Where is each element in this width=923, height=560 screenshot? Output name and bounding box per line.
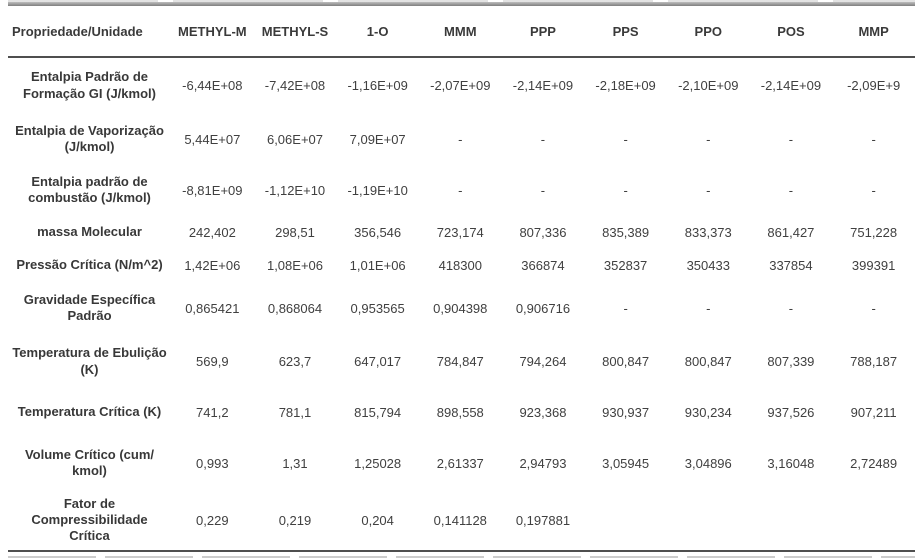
value-cell: -2,09E+9 — [847, 78, 901, 93]
value-cell: - — [623, 131, 628, 147]
value-cell: 723,174 — [436, 224, 484, 240]
value-cell: -8,81E+09 — [182, 182, 243, 198]
property-label: Entalpia Padrão de Formação GI (J/kmol) — [23, 69, 156, 101]
value-cell: 0,229 — [196, 512, 229, 528]
table-row — [8, 334, 915, 389]
value-cell: 3,16048 — [767, 455, 815, 471]
value-cell: - — [871, 300, 876, 316]
value-cell: - — [706, 300, 711, 316]
value-cell: 3,04896 — [684, 455, 732, 471]
value-cell: 623,7 — [278, 354, 312, 369]
value-cell: - — [788, 182, 794, 198]
component-column-header: PPS — [584, 6, 667, 57]
property-label: Temperatura de Ebulição (K) — [12, 345, 167, 377]
table-row — [8, 113, 915, 165]
value-cell: - — [788, 300, 794, 316]
value-cell: -1,19E+10 — [347, 182, 408, 198]
value-cell: - — [706, 182, 711, 198]
table-row — [8, 282, 915, 334]
value-cell: 0,953565 — [350, 300, 405, 316]
value-cell: -1,12E+10 — [264, 182, 326, 198]
value-cell: 861,427 — [767, 224, 815, 240]
value-cell: 337854 — [769, 258, 813, 273]
component-column-header: POS — [750, 6, 833, 57]
table-row — [8, 490, 915, 550]
value-cell: 0,204 — [361, 512, 394, 528]
value-cell: - — [871, 182, 876, 198]
component-column-header: MMP — [832, 6, 915, 57]
value-cell — [584, 490, 667, 550]
table-body — [8, 57, 915, 550]
value-cell: - — [788, 131, 794, 147]
property-label: Gravidade Específica Padrão — [23, 291, 156, 323]
value-cell: 647,017 — [354, 354, 402, 369]
value-cell: 1,08E+06 — [266, 258, 323, 273]
value-cell: - — [458, 182, 463, 198]
table-row — [8, 57, 915, 113]
value-cell — [750, 490, 833, 550]
value-cell: 751,228 — [850, 224, 898, 240]
value-cell: -2,14E+09 — [512, 78, 574, 93]
value-cell: -2,10E+09 — [678, 78, 739, 93]
value-cell: - — [623, 182, 628, 198]
value-cell: 242,402 — [188, 224, 236, 240]
value-cell: 352837 — [603, 258, 648, 273]
value-cell: 784,847 — [436, 354, 484, 369]
value-cell: 800,847 — [684, 354, 732, 369]
value-cell: 3,05945 — [602, 455, 650, 471]
value-cell: 741,2 — [196, 405, 229, 420]
value-cell: 923,368 — [519, 405, 567, 420]
value-cell: 0,904398 — [433, 300, 488, 316]
property-label: Pressão Crítica (N/m^2) — [16, 257, 163, 273]
value-cell: 937,526 — [767, 405, 815, 420]
value-cell: 1,25028 — [354, 455, 402, 471]
component-column-header: 1-O — [336, 6, 419, 57]
properties-table — [8, 6, 915, 550]
component-column-header: PPP — [502, 6, 585, 57]
value-cell: 930,234 — [684, 405, 732, 420]
value-cell: - — [871, 131, 876, 147]
value-cell: -6,44E+08 — [182, 78, 243, 93]
value-cell: 5,44E+07 — [184, 131, 241, 147]
property-label: Entalpia padrão de combustão (J/kmol) — [28, 173, 151, 205]
value-cell: 0,993 — [196, 455, 229, 471]
value-cell: 356,546 — [354, 224, 402, 240]
value-cell: 807,339 — [767, 354, 815, 369]
table-bottom-border — [8, 550, 915, 552]
property-label: Temperatura Crítica (K) — [17, 404, 162, 420]
component-column-header: METHYL-M — [171, 6, 254, 57]
component-column-header: PPO — [667, 6, 750, 57]
value-cell: - — [458, 131, 463, 147]
component-column-header: METHYL-S — [254, 6, 337, 57]
table-row — [8, 389, 915, 436]
value-cell: 800,847 — [602, 354, 650, 369]
value-cell: 835,389 — [602, 224, 650, 240]
value-cell: 1,42E+06 — [184, 258, 241, 273]
value-cell: 569,9 — [196, 354, 229, 369]
component-column-header: MMM — [419, 6, 502, 57]
value-cell: 7,09E+07 — [349, 131, 406, 147]
value-cell: 0,906716 — [515, 300, 571, 316]
property-label: Entalpia de Vaporização (J/kmol) — [15, 122, 164, 154]
value-cell: 0,197881 — [515, 512, 571, 528]
value-cell: 298,51 — [275, 224, 315, 240]
value-cell: - — [540, 131, 546, 147]
table-header — [8, 6, 915, 57]
value-cell: -2,07E+09 — [430, 78, 491, 93]
value-cell: - — [540, 182, 546, 198]
value-cell: 0,219 — [278, 512, 312, 528]
value-cell: 0,141128 — [433, 512, 487, 528]
property-label: Fator de Compressibilidade Crítica — [31, 495, 148, 544]
table-row — [8, 165, 915, 215]
value-cell: 907,211 — [850, 405, 897, 420]
value-cell — [667, 490, 750, 550]
value-cell: 794,264 — [519, 354, 567, 369]
value-cell: -1,16E+09 — [347, 78, 408, 93]
value-cell: 788,187 — [850, 354, 898, 369]
value-cell: 1,01E+06 — [349, 258, 406, 273]
table-row — [8, 436, 915, 490]
value-cell: 350433 — [686, 258, 730, 273]
value-cell: 0,868064 — [267, 300, 323, 316]
value-cell: 418300 — [438, 258, 482, 273]
table-row — [8, 249, 915, 282]
value-cell: 898,558 — [436, 405, 484, 420]
value-cell: 930,937 — [602, 405, 650, 420]
value-cell: - — [623, 300, 628, 316]
table-row — [8, 215, 915, 249]
property-label: Volume Crítico (cum/ kmol) — [24, 446, 155, 478]
value-cell: 0,865421 — [185, 300, 240, 316]
value-cell: 366874 — [521, 258, 565, 273]
value-cell: 6,06E+07 — [266, 131, 323, 147]
header-row — [8, 6, 915, 57]
value-cell: 815,794 — [354, 405, 402, 420]
property-label: massa Molecular — [37, 223, 142, 239]
value-cell: 2,61337 — [436, 455, 484, 471]
value-cell: 807,336 — [519, 224, 567, 240]
bottom-light-rule — [8, 556, 915, 558]
value-cell: 2,72489 — [850, 455, 898, 471]
value-cell: -7,42E+08 — [264, 78, 326, 93]
value-cell: 2,94793 — [519, 455, 567, 471]
value-cell: 781,1 — [278, 405, 312, 420]
value-cell: -2,18E+09 — [595, 78, 656, 93]
value-cell: 833,373 — [684, 224, 732, 240]
value-cell: 399391 — [851, 258, 896, 273]
value-cell — [832, 490, 915, 550]
value-cell: - — [706, 131, 711, 147]
value-cell: 1,31 — [282, 455, 308, 471]
property-column-header: Propriedade/Unidade — [8, 6, 171, 57]
value-cell: -2,14E+09 — [760, 78, 822, 93]
